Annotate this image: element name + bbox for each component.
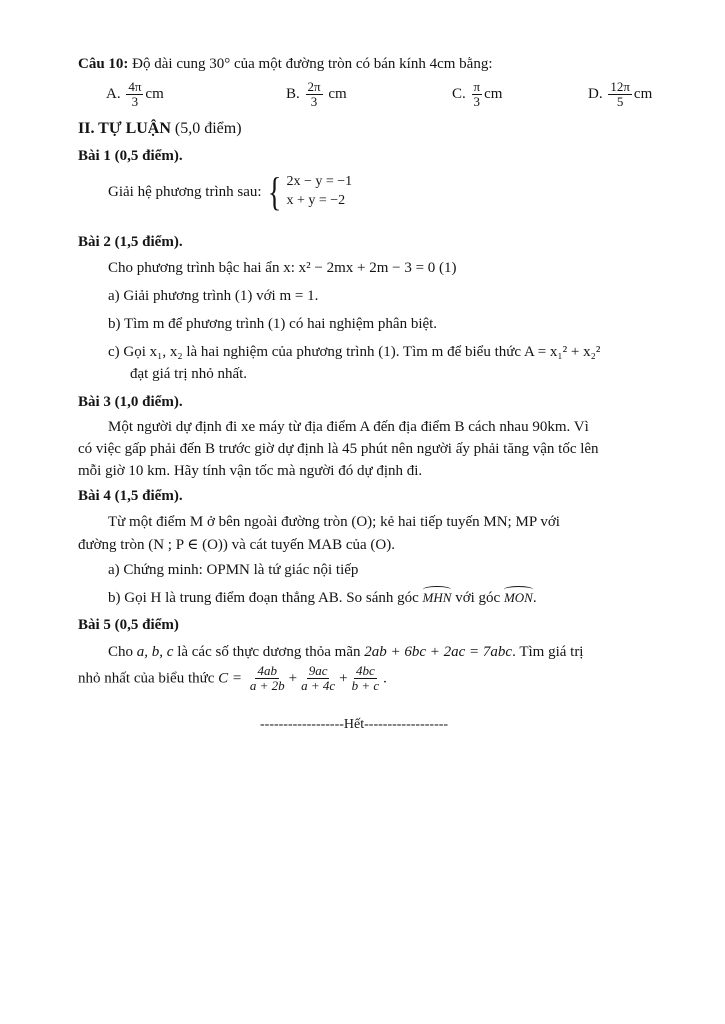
equation-1: 2x − y = −1 [286, 174, 353, 190]
bai-5-title: Bài 5 (0,5 điểm) [78, 617, 179, 633]
fraction-denominator: 3 [473, 94, 481, 110]
bai-5-variables: a, b, c [136, 644, 174, 660]
bai-2-part-c-line-1: c) Gọi x₁, x₂ là hai nghiệm của phương trình (1). Tìm m để biểu thức A = x₁² + x₂² [108, 344, 601, 360]
question-10-text: Độ dài cung 30° của một đường tròn có bán kính 4cm bằng: [132, 56, 493, 72]
bai-2-part-b: b) Tìm m để phương trình (1) có hai nghiệm phân biệt. [108, 316, 438, 332]
fraction-3 [350, 664, 382, 694]
option-b [286, 80, 347, 110]
bai-5-line-1 [108, 642, 583, 662]
bai-4-part-b [108, 588, 537, 608]
bai-3-line-2: có việc gấp phải đến B trước giờ dự định là 45 phút nên người ấy phải tăng vận tốc lên [78, 441, 599, 457]
fraction-numerator: 9ac [308, 663, 328, 678]
bai-1-title: Bài 1 (0,5 điểm). [78, 148, 183, 164]
bai-5-condition: 2ab + 6bc + 2ac = 7abc [364, 644, 513, 660]
bai-4-part-a: a) Chứng minh: OPMN là tứ giác nội tiếp [108, 562, 359, 578]
bai-1-prompt: Giải hệ phương trình sau: [108, 183, 262, 200]
fraction-numerator: 12π [610, 79, 630, 94]
fraction-2 [299, 664, 337, 694]
question-10 [78, 54, 493, 74]
bai-4-part-b-end: . [532, 590, 537, 606]
option-c [452, 80, 502, 110]
option-fraction [608, 80, 632, 110]
bai-5-text-pre: Cho [108, 644, 134, 660]
fraction-numerator: 2π [307, 79, 321, 94]
option-letter: D. [588, 86, 603, 103]
option-unit: cm [633, 86, 653, 103]
bai-3-line-3: mỗi giờ 10 km. Hãy tính vận tốc mà người đó dự định đi. [78, 463, 423, 479]
end-marker: ------------------Hết------------------ [260, 717, 449, 732]
fraction-denominator: 3 [131, 94, 139, 110]
equation-system [265, 169, 353, 214]
option-fraction [472, 80, 483, 110]
bai-5-expression-label: nhỏ nhất của biểu thức [78, 670, 215, 687]
expression-end: . [383, 670, 387, 687]
fraction-numerator: 4π [128, 79, 142, 94]
option-fraction [306, 80, 323, 110]
bai-4-part-b-mid: với góc [455, 590, 501, 606]
bai-1-body [108, 169, 353, 214]
plus-sign: + [288, 670, 298, 687]
section-2-heading [78, 118, 242, 140]
bai-2-title: Bài 2 (1,5 điểm). [78, 234, 183, 250]
angle-mhn: MHN [422, 590, 452, 605]
equation-2: x + y = −2 [286, 193, 346, 208]
fraction-denominator: a + 2b [249, 678, 285, 694]
question-10-label: Câu 10: [78, 56, 129, 72]
section-2-title: II. TỰ LUẬN [78, 120, 171, 137]
bai-5-text-mid: là các số thực dương thỏa mãn [177, 644, 361, 660]
option-unit: cm [328, 86, 347, 103]
option-fraction [126, 80, 143, 110]
plus-sign: + [339, 670, 348, 687]
fraction-denominator: a + 4c [301, 678, 336, 694]
angle-mon: MON [503, 590, 533, 605]
fraction-denominator: 5 [616, 94, 624, 110]
option-letter: A. [106, 86, 121, 103]
bai-4-line-2: đường tròn (N ; P ∈ (O)) và cát tuyến MAB của (O). [78, 537, 395, 553]
option-unit: cm [145, 86, 164, 103]
fraction-numerator: π [473, 79, 481, 94]
option-d [588, 80, 652, 110]
expression-c: C = [218, 670, 243, 687]
fraction-denominator: 3 [310, 94, 318, 110]
fraction-denominator: b + c [351, 678, 380, 694]
option-letter: C. [452, 86, 466, 103]
fraction-numerator: 4ab [257, 663, 277, 678]
bai-5-text-end: . Tìm giá trị [512, 644, 584, 660]
fraction-numerator: 4bc [355, 663, 375, 678]
bai-3-title: Bài 3 (1,0 điểm). [78, 394, 183, 410]
option-letter: B. [286, 86, 300, 103]
option-unit: cm [484, 86, 503, 103]
bai-4-line-1: Từ một điểm M ở bên ngoài đường tròn (O); kẻ hai tiếp tuyến MN; MP với [108, 514, 560, 530]
fraction-1 [248, 664, 287, 694]
bai-4-part-b-text: b) Gọi H là trung điểm đoạn thẳng AB. So sánh góc [108, 590, 419, 606]
section-2-points: (5,0 điểm) [174, 120, 242, 137]
equation-lines [287, 173, 353, 211]
bai-2-part-c-line-2: đạt giá trị nhỏ nhất. [130, 366, 248, 382]
bai-3-line-1: Một người dự định đi xe máy từ địa điểm A đến địa điểm B cách nhau 90km. Vì [108, 419, 589, 435]
option-a [106, 80, 164, 110]
bai-5-line-2 [78, 664, 387, 694]
brace-icon: { [268, 169, 282, 214]
bai-2-intro: Cho phương trình bậc hai ẩn x: x² − 2mx + 2m − 3 = 0 (1) [108, 260, 457, 276]
bai-2-part-a: a) Giải phương trình (1) với m = 1. [108, 288, 319, 304]
bai-4-title: Bài 4 (1,5 điểm). [78, 488, 183, 504]
